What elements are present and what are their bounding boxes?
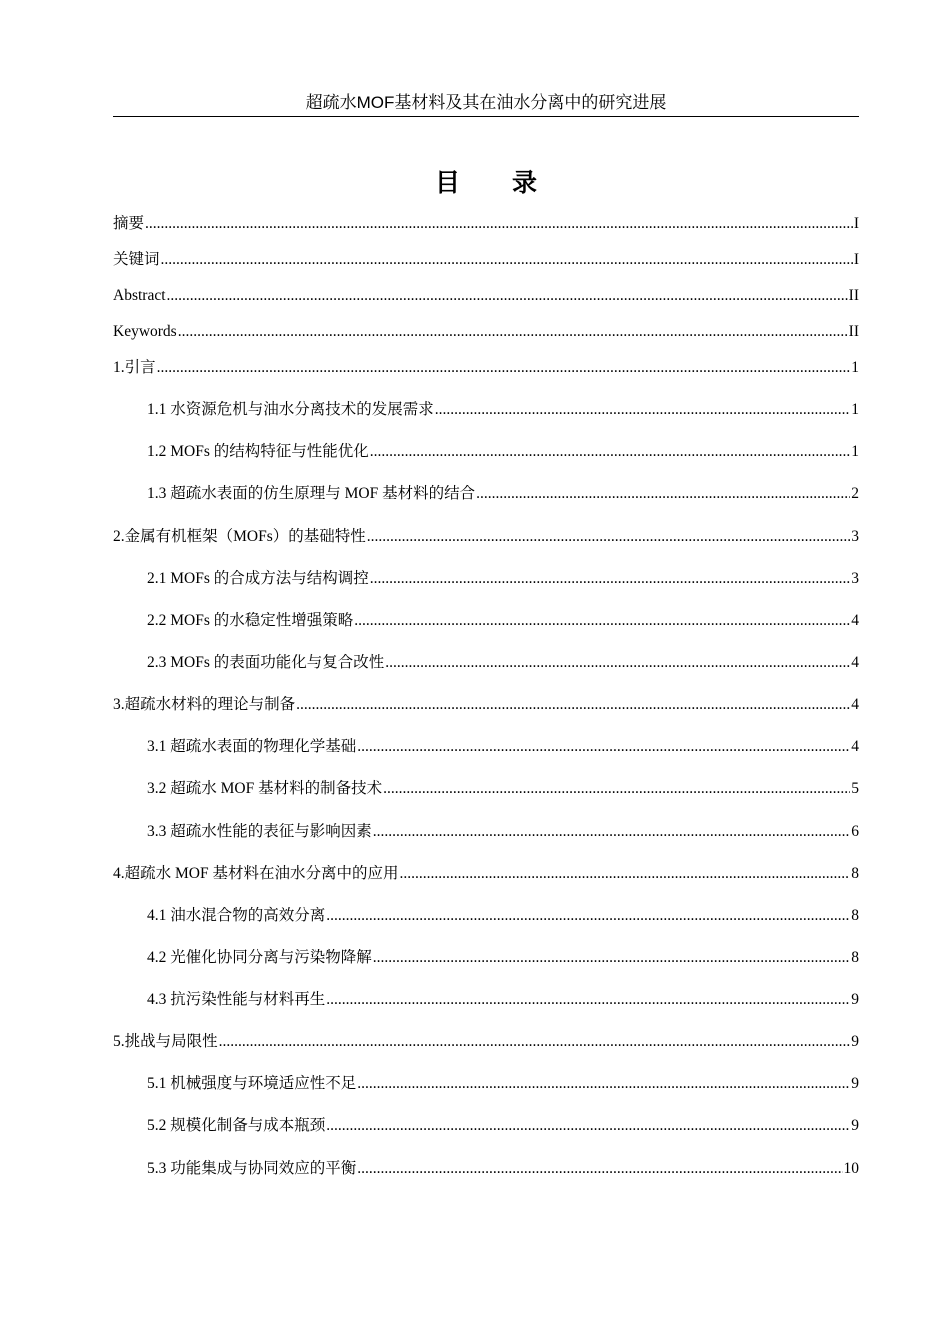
toc-dot-leader bbox=[370, 568, 850, 590]
toc-entry[interactable] bbox=[147, 905, 859, 927]
toc-entry[interactable] bbox=[113, 1031, 859, 1053]
toc-dot-leader bbox=[178, 321, 848, 343]
toc-entry[interactable] bbox=[147, 1158, 859, 1180]
toc-entry-page-number: 9 bbox=[851, 1117, 859, 1134]
toc-entry[interactable] bbox=[147, 1115, 859, 1137]
toc-entry-page-number: 4 bbox=[851, 738, 859, 755]
toc-title bbox=[113, 166, 859, 200]
toc-dot-leader bbox=[435, 399, 850, 421]
toc-dot-leader bbox=[357, 736, 850, 758]
toc-dot-leader bbox=[326, 905, 850, 927]
toc-entry-label: 2.1 MOFs 的合成方法与结构调控 bbox=[147, 570, 369, 587]
toc-dot-leader bbox=[383, 778, 850, 800]
toc-entry[interactable] bbox=[113, 357, 859, 379]
toc-entry-page-number: 4 bbox=[851, 612, 859, 629]
toc-entry-page-number: 3 bbox=[851, 570, 859, 587]
toc-entry-label: 4.2 光催化协同分离与污染物降解 bbox=[147, 949, 372, 966]
toc-entry[interactable] bbox=[113, 213, 859, 235]
toc-dot-leader bbox=[399, 863, 850, 885]
toc-entry-label: 4.3 抗污染性能与材料再生 bbox=[147, 991, 326, 1008]
toc-entry-page-number: 6 bbox=[851, 823, 859, 840]
toc-entry-label: 1.1 水资源危机与油水分离技术的发展需求 bbox=[147, 401, 434, 418]
toc-dot-leader bbox=[326, 1115, 850, 1137]
toc-entry[interactable] bbox=[113, 285, 859, 307]
toc-entry-page-number: I bbox=[853, 215, 859, 232]
toc-dot-leader bbox=[373, 821, 850, 843]
toc-dot-leader bbox=[161, 249, 853, 271]
toc-entry[interactable] bbox=[147, 652, 859, 674]
toc-dot-leader bbox=[219, 1031, 851, 1053]
running-header-title: 超疏水MOF基材料及其在油水分离中的研究进展 bbox=[305, 93, 667, 112]
toc-entry-page-number: 8 bbox=[851, 865, 859, 882]
toc-entry-label: 3.3 超疏水性能的表征与影响因素 bbox=[147, 823, 372, 840]
toc-entry[interactable] bbox=[113, 249, 859, 271]
toc-entry-page-number: 2 bbox=[851, 485, 859, 502]
toc-dot-leader bbox=[476, 483, 850, 505]
toc-entry-label: 4.1 油水混合物的高效分离 bbox=[147, 907, 326, 924]
toc-entry-page-number: 8 bbox=[851, 907, 859, 924]
toc-entry-label: 5.挑战与局限性 bbox=[113, 1033, 218, 1050]
toc-entry-label: 4.超疏水 MOF 基材料在油水分离中的应用 bbox=[113, 865, 399, 882]
toc-entry-label: 1.引言 bbox=[113, 359, 156, 376]
toc-entry[interactable] bbox=[113, 694, 859, 716]
toc-entry-page-number: I bbox=[853, 251, 859, 268]
toc-dot-leader bbox=[367, 526, 850, 548]
toc-entry-label: 摘要 bbox=[113, 215, 145, 232]
toc-entry-page-number: 4 bbox=[851, 696, 859, 713]
toc-entry-label: 关键词 bbox=[113, 251, 160, 268]
toc-entry-page-number: 3 bbox=[851, 528, 859, 545]
toc-entry[interactable] bbox=[113, 863, 859, 885]
toc-entry-page-number: II bbox=[848, 323, 859, 340]
toc-entry-page-number: 9 bbox=[851, 1075, 859, 1092]
toc-title-char-1: 目 bbox=[434, 168, 460, 197]
toc-entry-label: 3.2 超疏水 MOF 基材料的制备技术 bbox=[147, 780, 383, 797]
toc-dot-leader bbox=[373, 947, 850, 969]
toc-entry-label: 2.金属有机框架（MOFs）的基础特性 bbox=[113, 528, 366, 545]
toc-entry[interactable] bbox=[147, 441, 859, 463]
toc-entry[interactable] bbox=[113, 321, 859, 343]
toc-dot-leader bbox=[167, 285, 848, 307]
toc-entry[interactable] bbox=[147, 1073, 859, 1095]
toc-entry[interactable] bbox=[147, 483, 859, 505]
toc-entry-page-number: 9 bbox=[851, 991, 859, 1008]
toc-entry[interactable] bbox=[147, 568, 859, 590]
toc-entry-label: Abstract bbox=[113, 287, 166, 304]
toc-entry-page-number: 5 bbox=[851, 780, 859, 797]
toc-dot-leader bbox=[370, 441, 850, 463]
toc-dot-leader bbox=[354, 610, 850, 632]
toc-dot-leader bbox=[357, 1158, 842, 1180]
toc-entry-page-number: II bbox=[848, 287, 859, 304]
toc-entry-label: 5.2 规模化制备与成本瓶颈 bbox=[147, 1117, 326, 1134]
toc-entry-page-number: 8 bbox=[851, 949, 859, 966]
toc-dot-leader bbox=[357, 1073, 850, 1095]
toc-dot-leader bbox=[296, 694, 850, 716]
toc-entry-label: 2.3 MOFs 的表面功能化与复合改性 bbox=[147, 654, 385, 671]
toc-entry-page-number: 1 bbox=[851, 443, 859, 460]
toc-entry-page-number: 4 bbox=[851, 654, 859, 671]
toc-entry[interactable] bbox=[147, 778, 859, 800]
toc-entry-label: 3.超疏水材料的理论与制备 bbox=[113, 696, 296, 713]
toc-entry-label: 2.2 MOFs 的水稳定性增强策略 bbox=[147, 612, 354, 629]
toc-entry[interactable] bbox=[147, 989, 859, 1011]
toc-entry[interactable] bbox=[147, 947, 859, 969]
toc-title-char-2: 录 bbox=[512, 168, 538, 197]
toc-dot-leader bbox=[145, 213, 853, 235]
toc-entry-page-number: 1 bbox=[851, 359, 859, 376]
toc-entry[interactable] bbox=[113, 526, 859, 548]
toc-entry[interactable] bbox=[147, 399, 859, 421]
toc-entry-label: 3.1 超疏水表面的物理化学基础 bbox=[147, 738, 357, 755]
toc-entry-label: Keywords bbox=[113, 323, 177, 340]
toc-entry-label: 5.1 机械强度与环境适应性不足 bbox=[147, 1075, 357, 1092]
toc-entry-label: 1.2 MOFs 的结构特征与性能优化 bbox=[147, 443, 369, 460]
toc-dot-leader bbox=[385, 652, 850, 674]
toc-entry[interactable] bbox=[147, 610, 859, 632]
toc-entry[interactable] bbox=[147, 736, 859, 758]
toc-dot-leader bbox=[326, 989, 850, 1011]
toc-entry-label: 5.3 功能集成与协同效应的平衡 bbox=[147, 1160, 357, 1177]
header-rule bbox=[113, 116, 859, 117]
toc-entry-label: 1.3 超疏水表面的仿生原理与 MOF 基材料的结合 bbox=[147, 485, 476, 502]
toc-dot-leader bbox=[157, 357, 851, 379]
toc-entry-page-number: 10 bbox=[843, 1160, 859, 1177]
toc-entry[interactable] bbox=[147, 821, 859, 843]
toc-entry-page-number: 1 bbox=[851, 401, 859, 418]
toc-entry-page-number: 9 bbox=[851, 1033, 859, 1050]
